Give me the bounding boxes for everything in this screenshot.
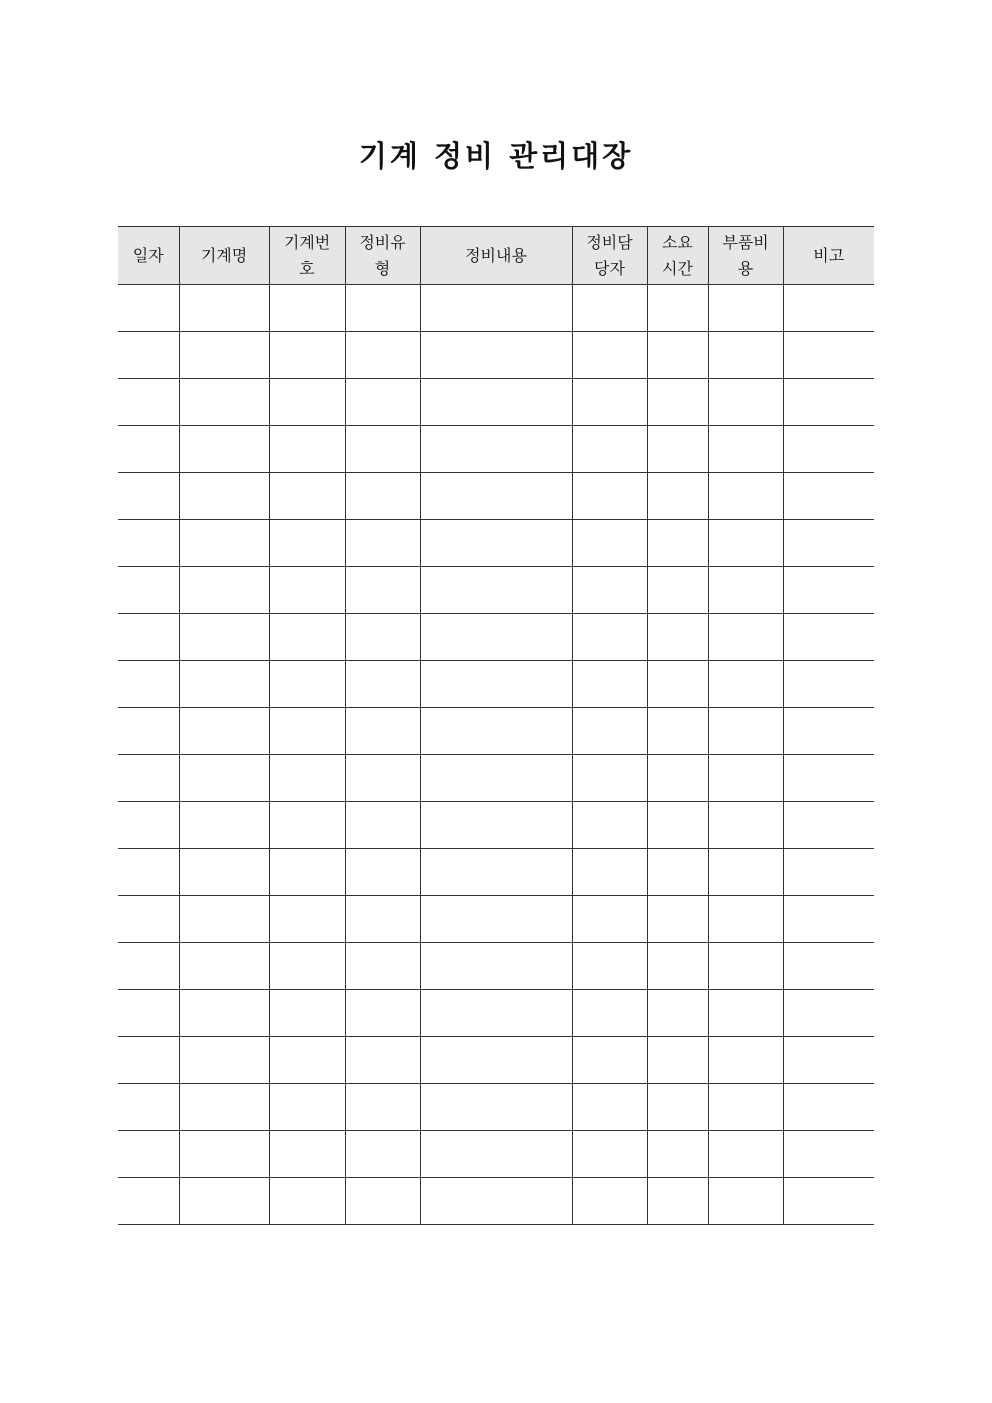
table-cell-date[interactable] [118, 755, 179, 802]
table-cell-machine-number[interactable] [269, 990, 345, 1037]
table-cell-machine-number[interactable] [269, 285, 345, 332]
table-cell-remarks[interactable] [783, 708, 874, 755]
table-cell-maintenance-content[interactable] [420, 332, 572, 379]
table-cell-maintenance-type[interactable] [345, 426, 420, 473]
table-cell-machine-name[interactable] [179, 332, 269, 379]
table-cell-date[interactable] [118, 1037, 179, 1084]
table-cell-remarks[interactable] [783, 1131, 874, 1178]
table-cell-date[interactable] [118, 285, 179, 332]
table-cell-maintenance-type[interactable] [345, 1084, 420, 1131]
table-cell-time-required[interactable] [647, 379, 708, 426]
table-cell-machine-number[interactable] [269, 332, 345, 379]
table-cell-remarks[interactable] [783, 379, 874, 426]
table-cell-machine-number[interactable] [269, 802, 345, 849]
table-row [118, 943, 874, 990]
table-cell-time-required[interactable] [647, 1131, 708, 1178]
table-cell-maintenance-type[interactable] [345, 520, 420, 567]
maintenance-ledger-table [118, 226, 874, 1225]
table-cell-date[interactable] [118, 332, 179, 379]
table-cell-date[interactable] [118, 379, 179, 426]
table-cell-parts-cost[interactable] [708, 708, 783, 755]
table-cell-maintenance-type[interactable] [345, 379, 420, 426]
table-cell-machine-number[interactable] [269, 1178, 345, 1225]
table-cell-parts-cost[interactable] [708, 473, 783, 520]
table-row [118, 1131, 874, 1178]
table-cell-technician[interactable] [572, 990, 647, 1037]
table-cell-maintenance-type[interactable] [345, 1178, 420, 1225]
table-cell-maintenance-content[interactable] [420, 849, 572, 896]
table-cell-technician[interactable] [572, 896, 647, 943]
table-cell-machine-name[interactable] [179, 473, 269, 520]
table-cell-remarks[interactable] [783, 1037, 874, 1084]
table-cell-parts-cost[interactable] [708, 1037, 783, 1084]
table-cell-technician[interactable] [572, 473, 647, 520]
table-cell-machine-name[interactable] [179, 1178, 269, 1225]
table-cell-date[interactable] [118, 1131, 179, 1178]
table-cell-date[interactable] [118, 943, 179, 990]
table-row [118, 802, 874, 849]
table-cell-machine-name[interactable] [179, 661, 269, 708]
table-cell-machine-name[interactable] [179, 708, 269, 755]
table-cell-date[interactable] [118, 1084, 179, 1131]
table-cell-technician[interactable] [572, 1084, 647, 1131]
table-cell-machine-number[interactable] [269, 473, 345, 520]
table-cell-machine-name[interactable] [179, 379, 269, 426]
table-cell-machine-name[interactable] [179, 755, 269, 802]
table-cell-parts-cost[interactable] [708, 567, 783, 614]
table-cell-remarks[interactable] [783, 567, 874, 614]
table-cell-technician[interactable] [572, 285, 647, 332]
table-header-row [118, 227, 874, 285]
table-cell-remarks[interactable] [783, 520, 874, 567]
table-cell-technician[interactable] [572, 426, 647, 473]
table-cell-remarks[interactable] [783, 614, 874, 661]
table-cell-maintenance-content[interactable] [420, 1037, 572, 1084]
table-cell-machine-name[interactable] [179, 990, 269, 1037]
table-cell-maintenance-type[interactable] [345, 661, 420, 708]
table-cell-parts-cost[interactable] [708, 332, 783, 379]
table-cell-technician[interactable] [572, 1037, 647, 1084]
table-row [118, 567, 874, 614]
table-cell-time-required[interactable] [647, 661, 708, 708]
table-cell-maintenance-content[interactable] [420, 379, 572, 426]
table-cell-parts-cost[interactable] [708, 1178, 783, 1225]
table-cell-maintenance-type[interactable] [345, 896, 420, 943]
table-cell-machine-number[interactable] [269, 426, 345, 473]
table-cell-date[interactable] [118, 849, 179, 896]
table-cell-machine-number[interactable] [269, 520, 345, 567]
table-cell-remarks[interactable] [783, 1178, 874, 1225]
table-cell-machine-name[interactable] [179, 520, 269, 567]
table-row [118, 332, 874, 379]
table-cell-machine-name[interactable] [179, 426, 269, 473]
table-cell-machine-number[interactable] [269, 1084, 345, 1131]
table-cell-parts-cost[interactable] [708, 755, 783, 802]
table-cell-time-required[interactable] [647, 332, 708, 379]
page-title: 기계 정비 관리대장 [358, 139, 634, 173]
table-cell-remarks[interactable] [783, 943, 874, 990]
table-cell-parts-cost[interactable] [708, 849, 783, 896]
table-cell-maintenance-content[interactable] [420, 473, 572, 520]
column-header-machine-number: 기계번호 [269, 227, 345, 285]
table-cell-machine-name[interactable] [179, 614, 269, 661]
table-cell-time-required[interactable] [647, 943, 708, 990]
table-cell-parts-cost[interactable] [708, 802, 783, 849]
table-cell-parts-cost[interactable] [708, 1131, 783, 1178]
table-row [118, 379, 874, 426]
table-cell-date[interactable] [118, 1178, 179, 1225]
table-row [118, 661, 874, 708]
table-cell-time-required[interactable] [647, 614, 708, 661]
table-cell-maintenance-type[interactable] [345, 614, 420, 661]
table-cell-machine-number[interactable] [269, 661, 345, 708]
table-cell-machine-number[interactable] [269, 1131, 345, 1178]
column-header-technician: 정비담당자 [572, 227, 647, 285]
table-row [118, 1084, 874, 1131]
table-cell-technician[interactable] [572, 379, 647, 426]
table-cell-remarks[interactable] [783, 285, 874, 332]
table-cell-technician[interactable] [572, 755, 647, 802]
table-cell-maintenance-content[interactable] [420, 990, 572, 1037]
table-cell-date[interactable] [118, 473, 179, 520]
table-cell-time-required[interactable] [647, 1037, 708, 1084]
table-cell-parts-cost[interactable] [708, 661, 783, 708]
table-cell-time-required[interactable] [647, 426, 708, 473]
table-cell-remarks[interactable] [783, 1084, 874, 1131]
table-row [118, 896, 874, 943]
table-cell-maintenance-content[interactable] [420, 755, 572, 802]
table-cell-maintenance-type[interactable] [345, 990, 420, 1037]
table-cell-maintenance-content[interactable] [420, 896, 572, 943]
table-cell-maintenance-content[interactable] [420, 614, 572, 661]
table-cell-maintenance-type[interactable] [345, 943, 420, 990]
table-cell-technician[interactable] [572, 332, 647, 379]
table-cell-technician[interactable] [572, 567, 647, 614]
table-cell-technician[interactable] [572, 520, 647, 567]
table-cell-parts-cost[interactable] [708, 896, 783, 943]
table-cell-time-required[interactable] [647, 520, 708, 567]
table-cell-machine-name[interactable] [179, 849, 269, 896]
table-cell-machine-number[interactable] [269, 755, 345, 802]
table-cell-technician[interactable] [572, 802, 647, 849]
table-cell-parts-cost[interactable] [708, 426, 783, 473]
table-cell-maintenance-type[interactable] [345, 708, 420, 755]
table-cell-maintenance-content[interactable] [420, 520, 572, 567]
table-cell-maintenance-content[interactable] [420, 708, 572, 755]
table-cell-machine-name[interactable] [179, 1084, 269, 1131]
column-header-parts-cost: 부품비용 [708, 227, 783, 285]
table-cell-machine-number[interactable] [269, 896, 345, 943]
table-cell-machine-number[interactable] [269, 849, 345, 896]
table-cell-maintenance-content[interactable] [420, 943, 572, 990]
table-cell-time-required[interactable] [647, 567, 708, 614]
table-cell-parts-cost[interactable] [708, 379, 783, 426]
table-cell-remarks[interactable] [783, 802, 874, 849]
table-cell-remarks[interactable] [783, 661, 874, 708]
table-row [118, 473, 874, 520]
table-cell-parts-cost[interactable] [708, 520, 783, 567]
table-cell-parts-cost[interactable] [708, 943, 783, 990]
table-cell-machine-name[interactable] [179, 285, 269, 332]
table-cell-time-required[interactable] [647, 755, 708, 802]
table-cell-time-required[interactable] [647, 708, 708, 755]
table-row [118, 614, 874, 661]
table-cell-parts-cost[interactable] [708, 1084, 783, 1131]
table-row [118, 849, 874, 896]
table-cell-remarks[interactable] [783, 332, 874, 379]
column-header-maintenance-content: 정비내용 [420, 227, 572, 285]
table-cell-maintenance-content[interactable] [420, 567, 572, 614]
table-cell-date[interactable] [118, 661, 179, 708]
table-cell-machine-number[interactable] [269, 614, 345, 661]
table-cell-machine-name[interactable] [179, 567, 269, 614]
table-cell-technician[interactable] [572, 1178, 647, 1225]
table-cell-time-required[interactable] [647, 990, 708, 1037]
table-cell-remarks[interactable] [783, 755, 874, 802]
table-cell-technician[interactable] [572, 708, 647, 755]
table-cell-parts-cost[interactable] [708, 990, 783, 1037]
table-row [118, 708, 874, 755]
table-cell-technician[interactable] [572, 661, 647, 708]
table-cell-remarks[interactable] [783, 849, 874, 896]
table-cell-remarks[interactable] [783, 896, 874, 943]
table-cell-maintenance-content[interactable] [420, 285, 572, 332]
column-header-maintenance-type: 정비유형 [345, 227, 420, 285]
table-cell-maintenance-type[interactable] [345, 802, 420, 849]
table-cell-date[interactable] [118, 708, 179, 755]
table-row [118, 1037, 874, 1084]
table-cell-time-required[interactable] [647, 849, 708, 896]
table-cell-maintenance-type[interactable] [345, 755, 420, 802]
table-row [118, 755, 874, 802]
table-cell-maintenance-type[interactable] [345, 567, 420, 614]
table-cell-machine-name[interactable] [179, 1037, 269, 1084]
table-cell-maintenance-content[interactable] [420, 1131, 572, 1178]
table-cell-date[interactable] [118, 520, 179, 567]
table-row [118, 285, 874, 332]
table-cell-remarks[interactable] [783, 473, 874, 520]
table-cell-date[interactable] [118, 426, 179, 473]
table-cell-parts-cost[interactable] [708, 614, 783, 661]
table-cell-machine-name[interactable] [179, 802, 269, 849]
table-cell-maintenance-type[interactable] [345, 1037, 420, 1084]
table-cell-maintenance-content[interactable] [420, 661, 572, 708]
column-header-remarks: 비고 [783, 227, 874, 285]
table-cell-machine-number[interactable] [269, 567, 345, 614]
table-cell-machine-number[interactable] [269, 708, 345, 755]
table-row [118, 520, 874, 567]
table-cell-machine-name[interactable] [179, 943, 269, 990]
table-cell-time-required[interactable] [647, 896, 708, 943]
table-row [118, 426, 874, 473]
table-cell-maintenance-type[interactable] [345, 332, 420, 379]
table-cell-date[interactable] [118, 802, 179, 849]
table-cell-machine-number[interactable] [269, 379, 345, 426]
table-cell-date[interactable] [118, 567, 179, 614]
table-cell-time-required[interactable] [647, 285, 708, 332]
table-cell-maintenance-content[interactable] [420, 1084, 572, 1131]
table-cell-time-required[interactable] [647, 473, 708, 520]
table-cell-machine-name[interactable] [179, 1131, 269, 1178]
table-cell-technician[interactable] [572, 849, 647, 896]
table-cell-machine-number[interactable] [269, 943, 345, 990]
table-cell-maintenance-type[interactable] [345, 473, 420, 520]
table-cell-maintenance-content[interactable] [420, 802, 572, 849]
table-cell-maintenance-content[interactable] [420, 426, 572, 473]
column-header-machine-name: 기계명 [179, 227, 269, 285]
table-cell-machine-number[interactable] [269, 1037, 345, 1084]
table-cell-maintenance-content[interactable] [420, 1178, 572, 1225]
table-cell-date[interactable] [118, 896, 179, 943]
table-cell-time-required[interactable] [647, 802, 708, 849]
table-cell-technician[interactable] [572, 943, 647, 990]
table-cell-maintenance-type[interactable] [345, 285, 420, 332]
table-cell-remarks[interactable] [783, 426, 874, 473]
column-header-time-required: 소요시간 [647, 227, 708, 285]
table-row [118, 990, 874, 1037]
table-cell-technician[interactable] [572, 1131, 647, 1178]
table-cell-time-required[interactable] [647, 1178, 708, 1225]
table-cell-date[interactable] [118, 990, 179, 1037]
table-cell-date[interactable] [118, 614, 179, 661]
table-cell-remarks[interactable] [783, 990, 874, 1037]
table-cell-machine-name[interactable] [179, 896, 269, 943]
table-cell-time-required[interactable] [647, 1084, 708, 1131]
table-cell-maintenance-type[interactable] [345, 1131, 420, 1178]
table-cell-maintenance-type[interactable] [345, 849, 420, 896]
table-body [118, 285, 874, 1225]
table-cell-technician[interactable] [572, 614, 647, 661]
table-row [118, 1178, 874, 1225]
table-cell-parts-cost[interactable] [708, 285, 783, 332]
column-header-date: 일자 [118, 227, 179, 285]
